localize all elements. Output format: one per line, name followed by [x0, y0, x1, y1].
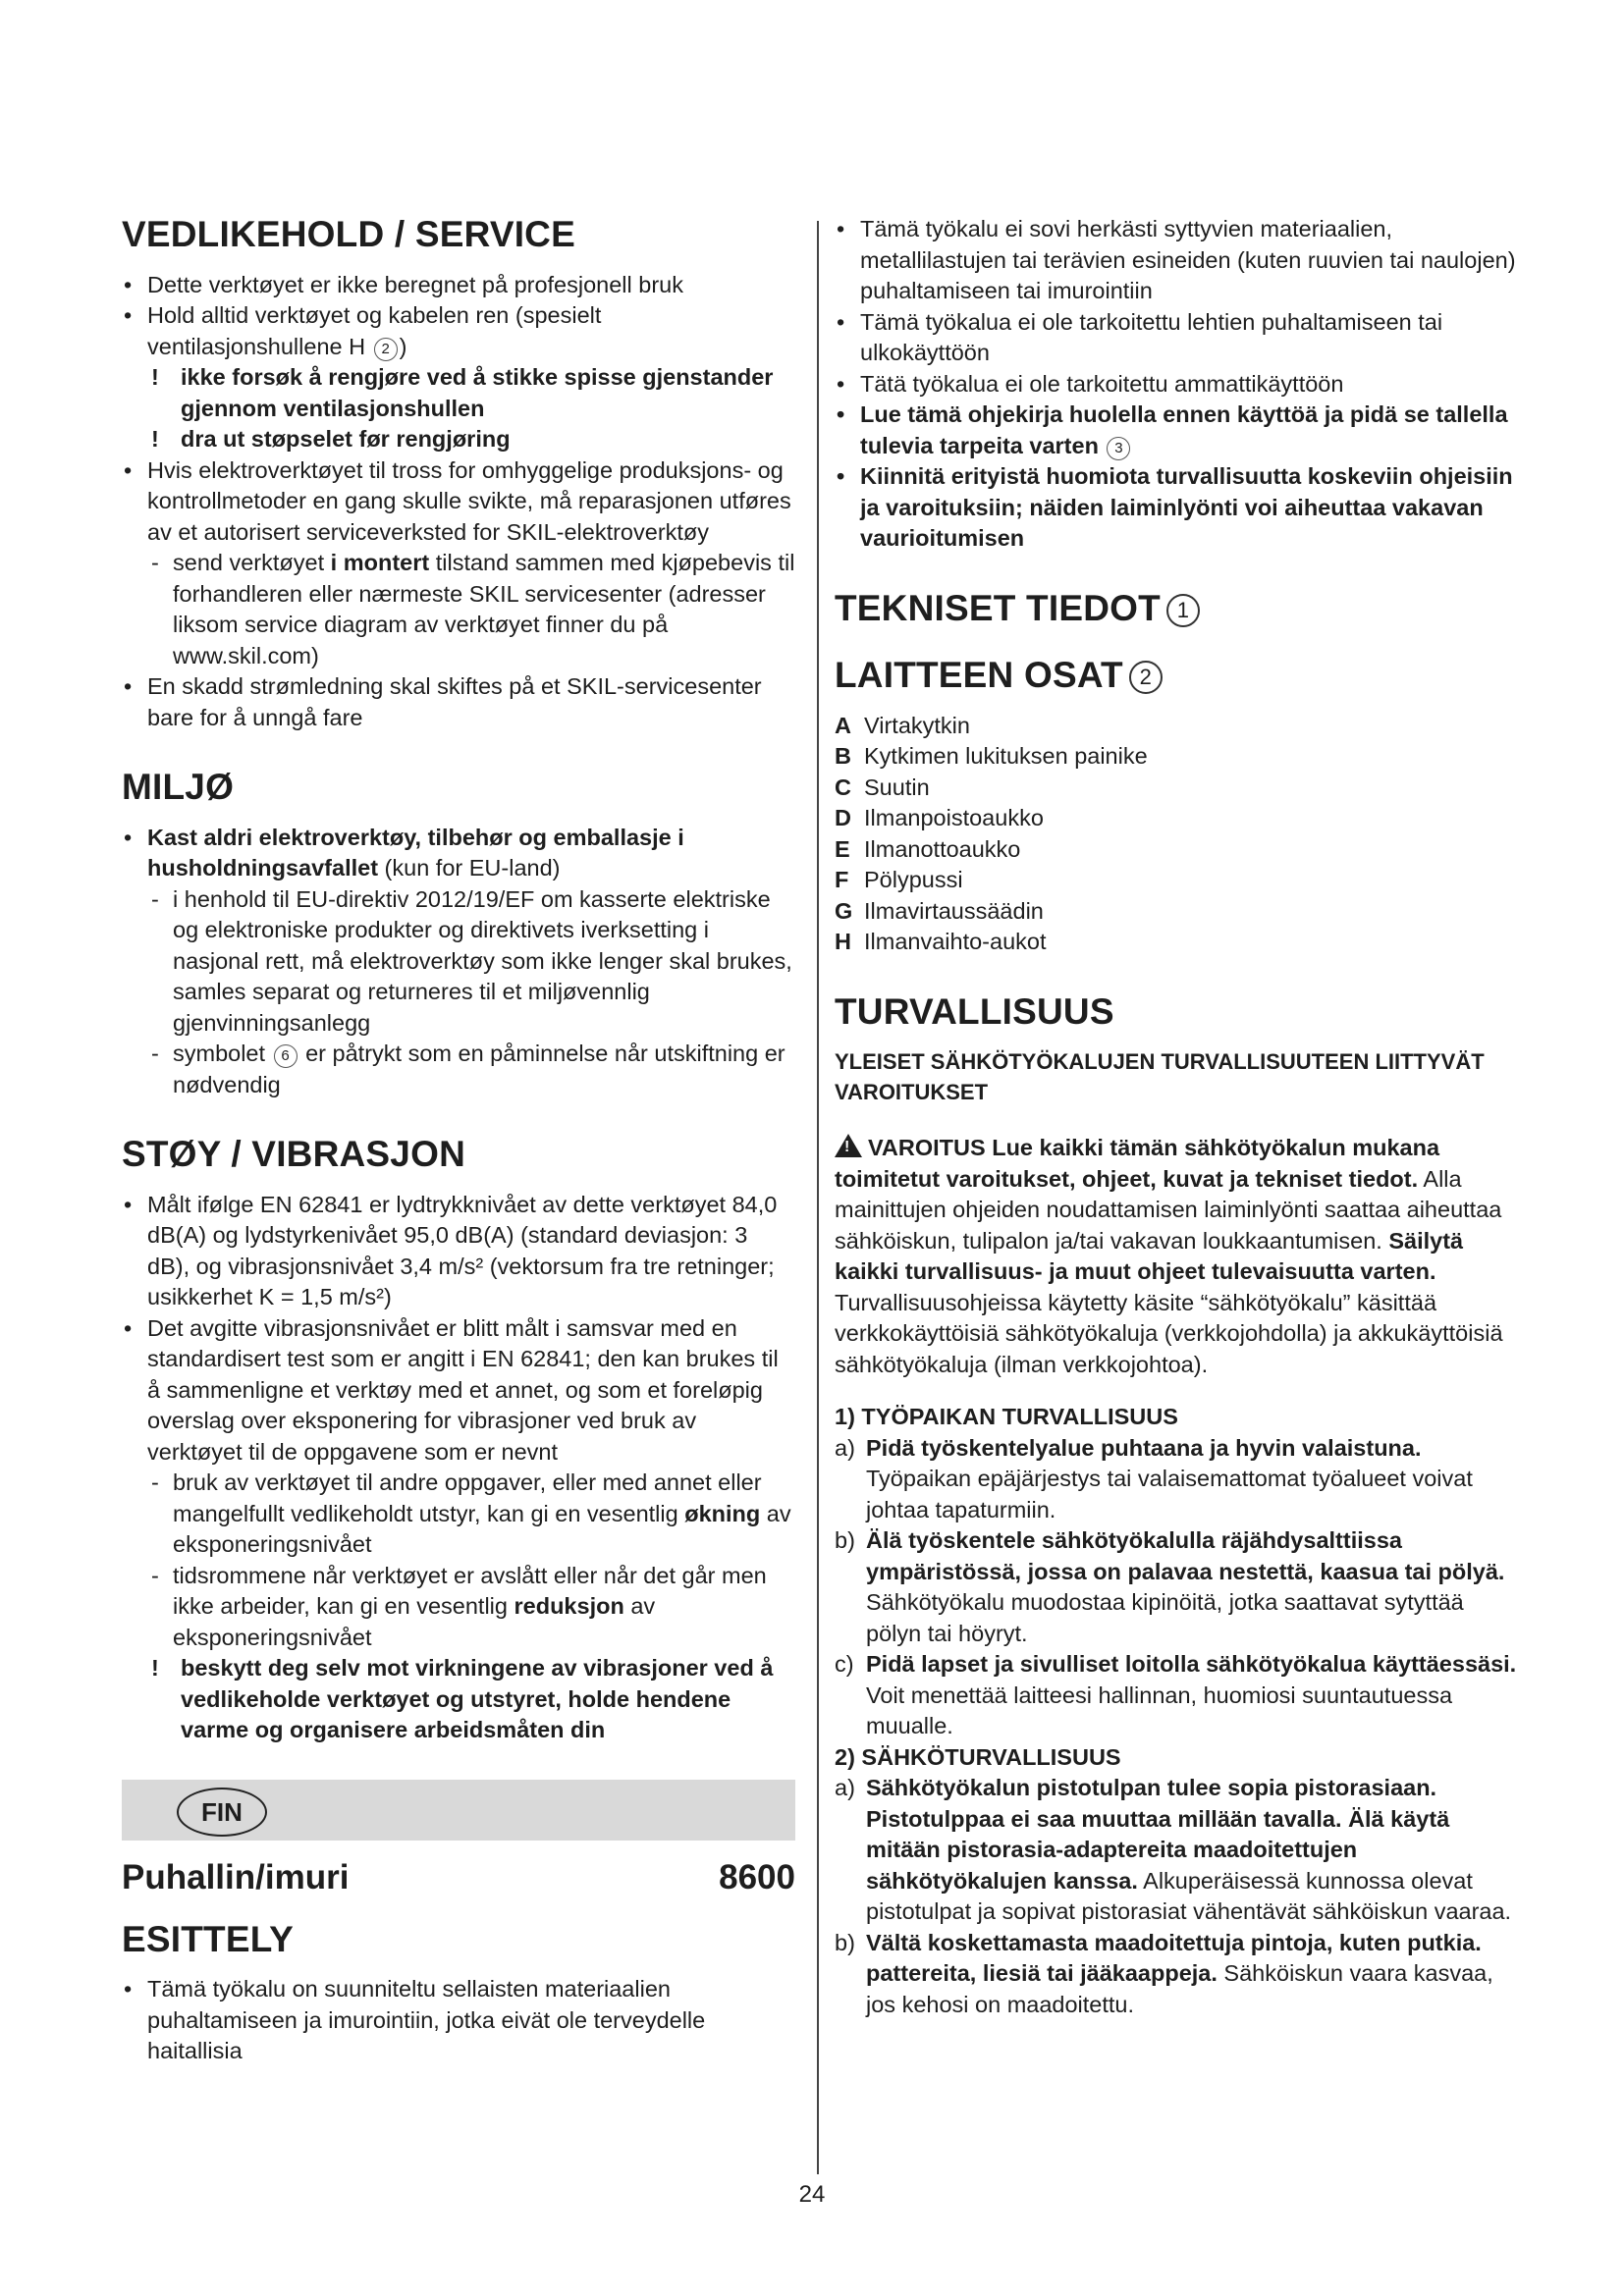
figure-ref-icon: 1	[1166, 594, 1200, 627]
figure-ref-icon: 2	[374, 338, 398, 361]
product-name: Puhallin/imuri	[122, 1857, 350, 1896]
section-title-esittely: ESITTELY	[122, 1918, 295, 1959]
figure-ref-icon: 6	[274, 1044, 298, 1068]
list-item: • Hold alltid verktøyet og kabelen ren (spesielt ventilasjonshullene H 2 )	[122, 300, 795, 362]
numbered-heading: 1) TYÖPAIKAN TURVALLISUUS	[835, 1404, 1178, 1430]
dash-item: - tidsrommene når verktøyet er avslått eller når det går men ikke arbeider, kan gi en vesentlig reduksjon av eksponeringsnivået	[122, 1561, 795, 1654]
figure-ref-icon: 3	[1107, 437, 1130, 460]
part-item	[835, 803, 1522, 834]
list-item: • Tämä työkalu on suunniteltu sellaisten materiaalien puhaltamiseen ja imurointiin, jotka eivät ole terveydelle haitallisia	[122, 1974, 795, 2067]
product-number: 8600	[719, 1857, 795, 1896]
lettered-item: a) Pidä työskentelyalue puhtaana ja hyvin valaistuna. Työpaikan epäjärjestys tai valaisemattomat työalueet voivat johtaa tapaturmiin.	[835, 1434, 1473, 1522]
section-title-tekniset: TEKNISET TIEDOT 1	[835, 588, 1522, 630]
list-item: • Dette verktøyet er ikke beregnet på profesjonell bruk	[122, 270, 795, 301]
lettered-item: a) Sähkötyökalun pistotulpan tulee sopia pistorasiaan. Pistotulppaa ei saa muuttaa millään tavalla. Älä käytä mitään pistorasia-adaptereita maadoitettujen sähkötyökalujen kanssa. Alkuperäisessä kunnossa olevat pistotulpat ja sopivat pistorasiat vähentävät sähköiskun vaaraa.	[835, 1775, 1512, 1925]
part-key: H	[835, 929, 851, 955]
part-label: Virtakytkin	[864, 712, 970, 738]
warning-paragraph: ! VAROITUS Lue kaikki tämän sähkötyökalun mukana toimitetut varoitukset, ohjeet, kuvat ja tekniset tiedot. Alla mainittujen ohjeiden noudattamisen laiminlyönti saattaa aiheuttaa sähköiskun, tulipalon ja/tai vakavan loukkaantumisen. Säilytä kaikki turvallisuus- ja muut ohjeet tulevaisuutta varten. Turvallisuusohjeissa käytetty käsite “sähkötyökalu” käsittää verkkokäyttöisiä sähkötyökaluja (verkkojohdolla) ja akkukäyttöisiä sähkötyökaluja (ilman verkkojohtoa).	[835, 1135, 1503, 1377]
section-title-stoy: STØY / VIBRASJON	[122, 1134, 465, 1175]
part-key: G	[835, 897, 853, 924]
lettered-item: b) Älä työskentele sähkötyökalulla räjähdysalttiissa ympäristössä, jossa on palavaa nestettä, kaasua tai pölyä. Sähkötyökalu muodostaa kipinöitä, jotka saattavat sytyttää pölyn tai höyryt.	[835, 1527, 1505, 1646]
numbered-heading: 2) SÄHKÖTURVALLISUUS	[835, 1743, 1121, 1770]
list-item: • Kast aldri elektroverktøy, tilbehør og emballasje i husholdningsavfallet (kun for EU-land)	[122, 823, 795, 884]
part-label: Ilmanpoistoaukko	[864, 805, 1044, 831]
list-item: • Hvis elektroverktøyet til tross for omhyggelige produksjons- og kontrollmetoder en gang skulle svikte, må reparasjonen utføres av et autorisert serviceverksted for SKIL-elektroverktøy	[122, 455, 795, 549]
figure-ref-icon: 2	[1129, 661, 1163, 694]
section-title-vedlikehold: VEDLIKEHOLD / SERVICE	[122, 214, 575, 254]
dash-item: - symbolet 6 er påtrykt som en påminnelse når utskiftning er nødvendig	[122, 1039, 795, 1100]
part-key: D	[835, 805, 851, 831]
part-item	[835, 711, 1522, 742]
list-item: • Målt ifølge EN 62841 er lydtrykknivået av dette verktøyet 84,0 dB(A) og lydstyrkenivået 95,0 dB(A) (standard deviasjon: 3 dB), og vibrasjonsnivået 3,4 m/s² (vektorsum fra tre retninger; usikkerhet K = 1,5 m/s²)	[122, 1190, 795, 1313]
part-label: Ilmavirtaussäädin	[864, 897, 1044, 924]
lettered-item: c) Pidä lapset ja sivulliset loitolla sähkötyökalua käyttäessäsi. Voit menettää laitteesi hallinnan, huomiosi suuntautuessa muualle.	[835, 1651, 1517, 1739]
product-heading	[122, 1858, 795, 1897]
intro-list	[835, 214, 1522, 555]
part-item	[835, 896, 1522, 928]
subsection-title: YLEISET SÄHKÖTYÖKALUJEN TURVALLISUUTEEN LIITTYVÄT VAROITUKSET	[835, 1049, 1485, 1105]
language-badge: FIN	[177, 1788, 267, 1837]
page-number: 24	[798, 2181, 826, 2208]
lettered-item: b) Vältä koskettamasta maadoitettuja pintoja, kuten putkia. pattereita, liesiä tai jääkaappeja. Sähköiskun vaara kasvaa, jos kehosi on maadoitettu.	[835, 1929, 1493, 2017]
part-item	[835, 834, 1522, 866]
part-label: Ilmanvaihto-aukot	[864, 929, 1047, 955]
part-key: B	[835, 743, 851, 770]
vedlikehold-list	[122, 270, 795, 734]
part-label: Suutin	[864, 774, 930, 800]
list-item: • Tämä työkalua ei ole tarkoitettu lehtien puhaltamiseen tai ulkokäyttöön	[835, 307, 1522, 369]
warning-item: ! dra ut støpselet før rengjøring	[122, 424, 795, 455]
language-banner	[122, 1780, 795, 1841]
part-item	[835, 927, 1522, 958]
section-title-miljo: MILJØ	[122, 767, 235, 808]
part-key: A	[835, 712, 851, 738]
list-item: • Det avgitte vibrasjonsnivået er blitt målt i samsvar med en standardisert test som er angitt i EN 62841; den kan brukes til å sammenligne et verktøy med et annet, og som et foreløpig overslag over eksponering for vibrasjoner ved bruk av verktøyet til de oppgavene som er nevnt	[122, 1313, 795, 1468]
list-item: • Tätä työkalua ei ole tarkoitettu ammattikäyttöön	[835, 369, 1522, 400]
list-item: • En skadd strømledning skal skiftes på et SKIL-servicesenter bare for å unngå fare	[122, 671, 795, 733]
list-item: • Kiinnitä erityistä huomiota turvallisuutta koskeviin ohjeisiin ja varoituksiin; näiden laiminlyönti voi aiheuttaa vakavan vaurioitumisen	[835, 461, 1522, 555]
part-label: Pölypussi	[864, 867, 963, 893]
part-key: E	[835, 835, 850, 862]
part-key: F	[835, 867, 849, 893]
part-item	[835, 865, 1522, 896]
warning-icon: !	[835, 1134, 862, 1157]
right-column	[835, 214, 1522, 2020]
part-item	[835, 741, 1522, 773]
part-label: Kytkimen lukituksen painike	[864, 743, 1148, 770]
column-divider	[817, 221, 819, 2174]
miljo-list	[122, 823, 795, 1101]
warning-item: ! beskytt deg selv mot virkningene av vibrasjoner ved å vedlikeholde verktøyet og utstyret, holde hendene varme og organisere arbeidsmåten din	[122, 1653, 795, 1746]
parts-list	[835, 711, 1522, 958]
section-title-turvallisuus: TURVALLISUUS	[835, 990, 1114, 1032]
part-key: C	[835, 774, 851, 800]
section-title-osat: LAITTEEN OSAT 2	[835, 655, 1522, 697]
dash-item: - i henhold til EU-direktiv 2012/19/EF om kasserte elektriske og elektroniske produkter og direktivets iverksetting i nasjonal rett, må elektroverktøy som ikke lenger skal brukes, samles separat og returneres til et miljøvennlig gjenvinningsanlegg	[122, 884, 795, 1040]
dash-item: - bruk av verktøyet til andre oppgaver, eller med annet eller mangelfullt vedlikeholdt utstyr, kan gi en vesentlig økning av eksponeringsnivået	[122, 1468, 795, 1561]
list-item: • Lue tämä ohjekirja huolella ennen käyttöä ja pidä se tallella tulevia tarpeita varten 3	[835, 400, 1522, 461]
part-item	[835, 773, 1522, 804]
stoy-list	[122, 1190, 795, 1746]
dash-item: - send verktøyet i montert tilstand sammen med kjøpebevis til forhandleren eller nærmeste SKIL servicesenter (adresser liksom service diagram av verktøyet finner du på www.skil.com)	[122, 548, 795, 671]
esittely-list	[122, 1974, 795, 2067]
left-column	[122, 214, 795, 2067]
list-item: • Tämä työkalu ei sovi herkästi syttyvien materiaalien, metallilastujen tai terävien esineiden (kuten ruuvien tai naulojen) puhaltamiseen tai imurointiin	[835, 214, 1522, 307]
warning-item: ! ikke forsøk å rengjøre ved å stikke spisse gjenstander gjennom ventilasjonshullen	[122, 362, 795, 424]
part-label: Ilmanottoaukko	[864, 835, 1021, 862]
